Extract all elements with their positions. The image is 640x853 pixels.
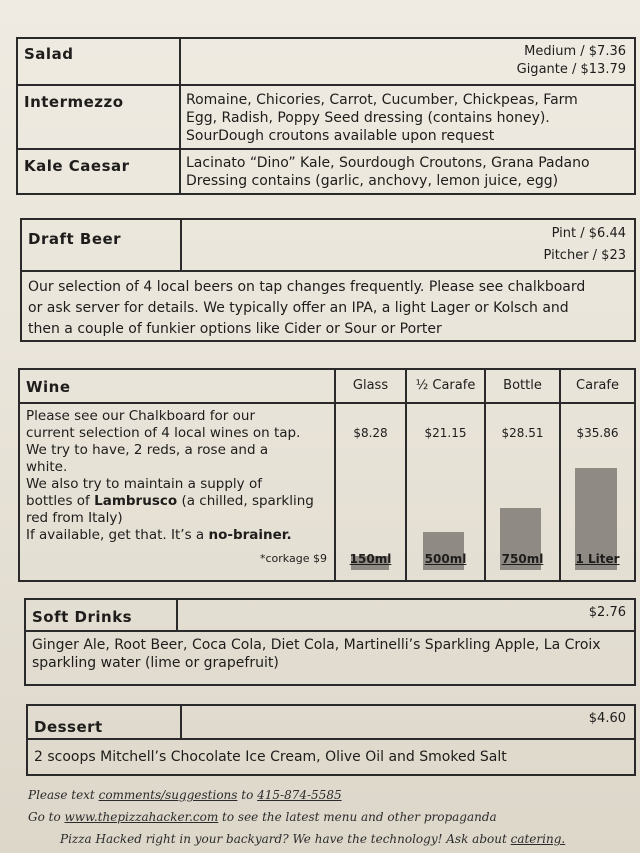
phone-link[interactable]: 415-874-5585 — [257, 788, 342, 802]
salad-title: Salad — [24, 45, 74, 63]
salad-price — [426, 43, 626, 79]
soft-drinks-desc-line: Ginger Ale, Root Beer, Coca Cola, Diet Cola, Martinelli’s Sparkling Apple, La Croix — [32, 637, 601, 653]
wine-section — [18, 368, 636, 582]
draft-beer-desc — [28, 277, 628, 340]
footer-line-2: Go to www.thepizzahacker.com to see the latest menu and other propaganda — [28, 810, 497, 824]
draft-beer-price-pitcher: Pitcher / $23 — [543, 248, 626, 263]
wine-price: $35.86 — [576, 426, 619, 440]
draft-beer-title: Draft Beer — [28, 230, 122, 248]
wine-col-head: Carafe — [576, 378, 619, 393]
wine-desc-line: current selection of 4 local wines on tap. — [26, 425, 301, 441]
dessert-title: Dessert — [34, 718, 103, 736]
salad-item-desc-line: SourDough croutons available upon request — [186, 128, 495, 144]
salad-item-desc — [186, 91, 626, 145]
soft-drinks-title: Soft Drinks — [32, 608, 133, 626]
footer-line-3: Pizza Hacked right in your backyard? We have the technology! Ask about catering. — [60, 832, 566, 846]
soft-drinks-section — [24, 598, 636, 686]
dessert-section — [26, 704, 636, 776]
wine-desc — [26, 408, 331, 544]
salad-item-name: Intermezzo — [24, 93, 124, 111]
draft-beer-section — [20, 218, 636, 342]
wine-col-head: ½ Carafe — [415, 378, 476, 393]
wine-desc-line: Please see our Chalkboard for our — [26, 408, 256, 424]
wine-size-label: 750ml — [501, 552, 544, 566]
website-link[interactable]: www.thepizzahacker.com — [64, 810, 219, 824]
dessert-price: $4.60 — [588, 711, 626, 726]
salad-price-medium: Medium / $7.36 — [524, 44, 626, 59]
draft-beer-desc-line: Our selection of 4 local beers on tap changes frequently. Please see chalkboard — [28, 279, 586, 295]
wine-size-label: 150ml — [349, 552, 392, 566]
dessert-desc: 2 scoops Mitchell’s Chocolate Ice Cream, Olive Oil and Smoked Salt — [34, 749, 507, 765]
soft-drinks-desc — [32, 636, 630, 672]
salad-item-desc-line: Romaine, Chicories, Carrot, Cucumber, Chickpeas, Farm — [186, 92, 578, 108]
lambrusco-highlight: Lambrusco — [94, 493, 178, 509]
salad-item-name: Kale Caesar — [24, 157, 130, 175]
wine-desc-line: red from Italy) — [26, 510, 123, 526]
salad-item-desc-line: Egg, Radish, Poppy Seed dressing (contains honey). — [186, 110, 550, 126]
salad-item-desc-line: Dressing contains (garlic, anchovy, lemon juice, egg) — [186, 173, 559, 189]
wine-price: $21.15 — [424, 426, 467, 440]
wine-col-head: Bottle — [503, 378, 542, 393]
wine-size-label: 500ml — [424, 552, 467, 566]
no-brainer-highlight: no-brainer. — [208, 527, 292, 543]
salad-item-desc — [186, 154, 626, 190]
wine-title: Wine — [26, 378, 71, 396]
catering-highlight: catering. — [510, 832, 566, 846]
wine-desc-line: We also try to maintain a supply of — [26, 476, 262, 492]
wine-col-head: Glass — [352, 378, 389, 393]
salad-price-gigante: Gigante / $13.79 — [516, 62, 626, 77]
draft-beer-desc-line: or ask server for details. We typically offer an IPA, a light Lager or Kolsch and — [28, 300, 569, 316]
wine-size-label: 1 Liter — [575, 552, 620, 566]
draft-beer-price-pint: Pint / $6.44 — [551, 226, 626, 241]
soft-drinks-price: $2.76 — [588, 605, 626, 620]
wine-desc-line: We try to have, 2 reds, a rose and a — [26, 442, 269, 458]
wine-price: $28.51 — [501, 426, 544, 440]
salad-item-desc-line: Lacinato “Dino” Kale, Sourdough Croutons, Grana Padano — [186, 155, 590, 171]
wine-price: $8.28 — [353, 426, 388, 440]
draft-beer-price — [426, 225, 626, 265]
salad-section — [16, 37, 636, 195]
soft-drinks-desc-line: sparkling water (lime or grapefruit) — [32, 655, 279, 671]
wine-desc-line: bottles of Lambrusco (a chilled, sparkling — [26, 493, 314, 509]
draft-beer-desc-line: then a couple of funkier options like Cider or Sour or Porter — [28, 321, 442, 337]
corkage-note: *corkage $9 — [260, 552, 327, 565]
wine-desc-line: white. — [26, 459, 68, 475]
wine-desc-line: If available, get that. It’s a no-brainer. — [26, 527, 292, 543]
footer-line-1: Please text comments/suggestions to 415-874-5585 — [28, 788, 342, 802]
